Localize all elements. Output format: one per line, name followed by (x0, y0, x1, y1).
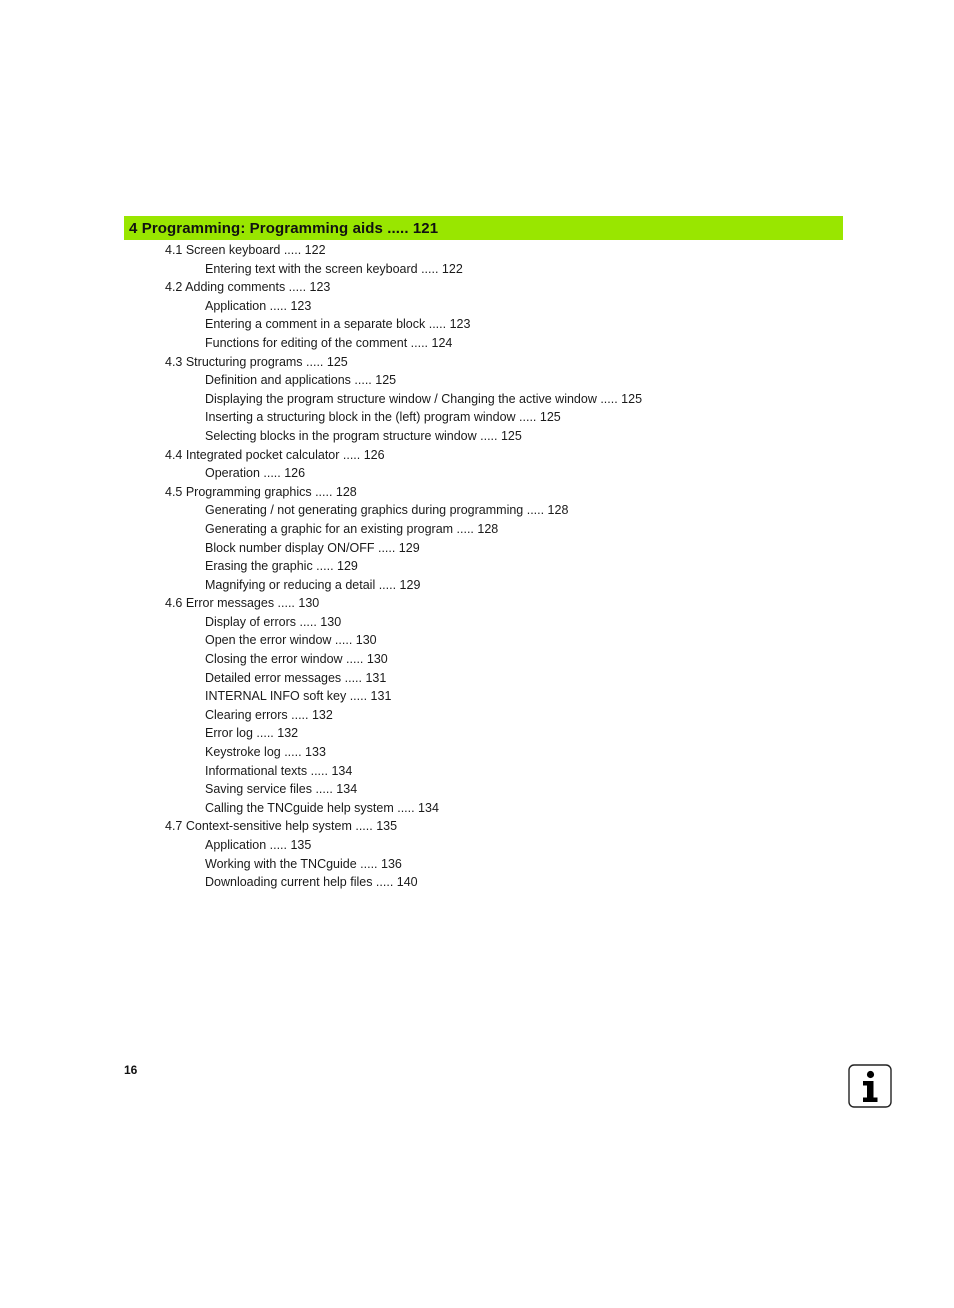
toc-subsection-entry[interactable]: Displaying the program structure window / Changing the active window ..... 125 (205, 391, 643, 406)
toc-section-entry[interactable]: 4.7 Context-sensitive help system ..... 135 (165, 819, 398, 834)
toc-subsection-entry[interactable]: Erasing the graphic ..... 129 (205, 559, 358, 574)
toc-subsection-entry[interactable]: Selecting blocks in the program structure window ..... 125 (205, 428, 522, 443)
toc-subsection-entry[interactable]: Open the error window ..... 130 (205, 633, 377, 648)
toc-subsection-entry[interactable]: Display of errors ..... 130 (205, 614, 342, 629)
toc-subsection-entry[interactable]: Saving service files ..... 134 (205, 782, 358, 797)
toc-subsection-entry[interactable]: Downloading current help files ..... 140 (205, 875, 418, 890)
toc-subsection-entry[interactable]: Application ..... 135 (205, 838, 312, 852)
toc-subsection-entry[interactable]: Definition and applications ..... 125 (205, 373, 397, 388)
info-icon (848, 1064, 892, 1108)
chapter-title[interactable]: 4 Programming: Programming aids ..... 121 (129, 219, 439, 237)
toc-subsection-entry[interactable]: Calling the TNCguide help system ..... 134 (205, 800, 439, 815)
toc-subsection-entry[interactable]: Magnifying or reducing a detail ..... 129 (205, 577, 421, 592)
toc-subsection-entry[interactable]: Entering text with the screen keyboard ..... 122 (205, 261, 463, 276)
toc-section-entry[interactable]: 4.2 Adding comments ..... 123 (165, 280, 331, 295)
page-number: 16 (124, 1063, 138, 1077)
toc-subsection-entry[interactable]: Working with the TNCguide ..... 136 (205, 856, 402, 871)
toc-subsection-entry[interactable]: Closing the error window ..... 130 (205, 652, 388, 667)
toc-subsection-entry[interactable]: Entering a comment in a separate block ..... 123 (205, 317, 471, 332)
toc-section-entry[interactable]: 4.1 Screen keyboard ..... 122 (165, 243, 326, 257)
toc-subsection-entry[interactable]: Error log ..... 132 (205, 726, 299, 741)
toc-subsection-entry[interactable]: Clearing errors ..... 132 (205, 707, 333, 722)
toc-section-entry[interactable]: 4.4 Integrated pocket calculator ..... 126 (165, 447, 385, 462)
toc-subsection-entry[interactable]: Detailed error messages ..... 131 (205, 670, 387, 685)
toc-subsection-entry[interactable]: Block number display ON/OFF ..... 129 (205, 540, 420, 555)
toc-subsection-entry[interactable]: Keystroke log ..... 133 (205, 745, 326, 760)
table-of-contents (0, 241, 954, 892)
toc-subsection-entry[interactable]: Generating / not generating graphics during programming ..... 128 (205, 503, 569, 518)
toc-section-entry[interactable]: 4.3 Structuring programs ..... 125 (165, 354, 348, 369)
toc-subsection-entry[interactable]: Informational texts ..... 134 (205, 763, 353, 778)
toc-section-entry[interactable]: 4.5 Programming graphics ..... 128 (165, 484, 357, 499)
toc-subsection-entry[interactable]: Application ..... 123 (205, 298, 312, 313)
toc-subsection-entry[interactable]: Operation ..... 126 (205, 466, 306, 481)
toc-subsection-entry[interactable]: Inserting a structuring block in the (left) program window ..... 125 (205, 410, 561, 425)
toc-section-entry[interactable]: 4.6 Error messages ..... 130 (165, 596, 320, 611)
toc-subsection-entry[interactable]: Functions for editing of the comment ..... 124 (205, 335, 453, 350)
toc-subsection-entry[interactable]: Generating a graphic for an existing program ..... 128 (205, 521, 499, 536)
chapter-heading-bar (124, 216, 843, 240)
toc-subsection-entry[interactable]: INTERNAL INFO soft key ..... 131 (205, 689, 392, 704)
